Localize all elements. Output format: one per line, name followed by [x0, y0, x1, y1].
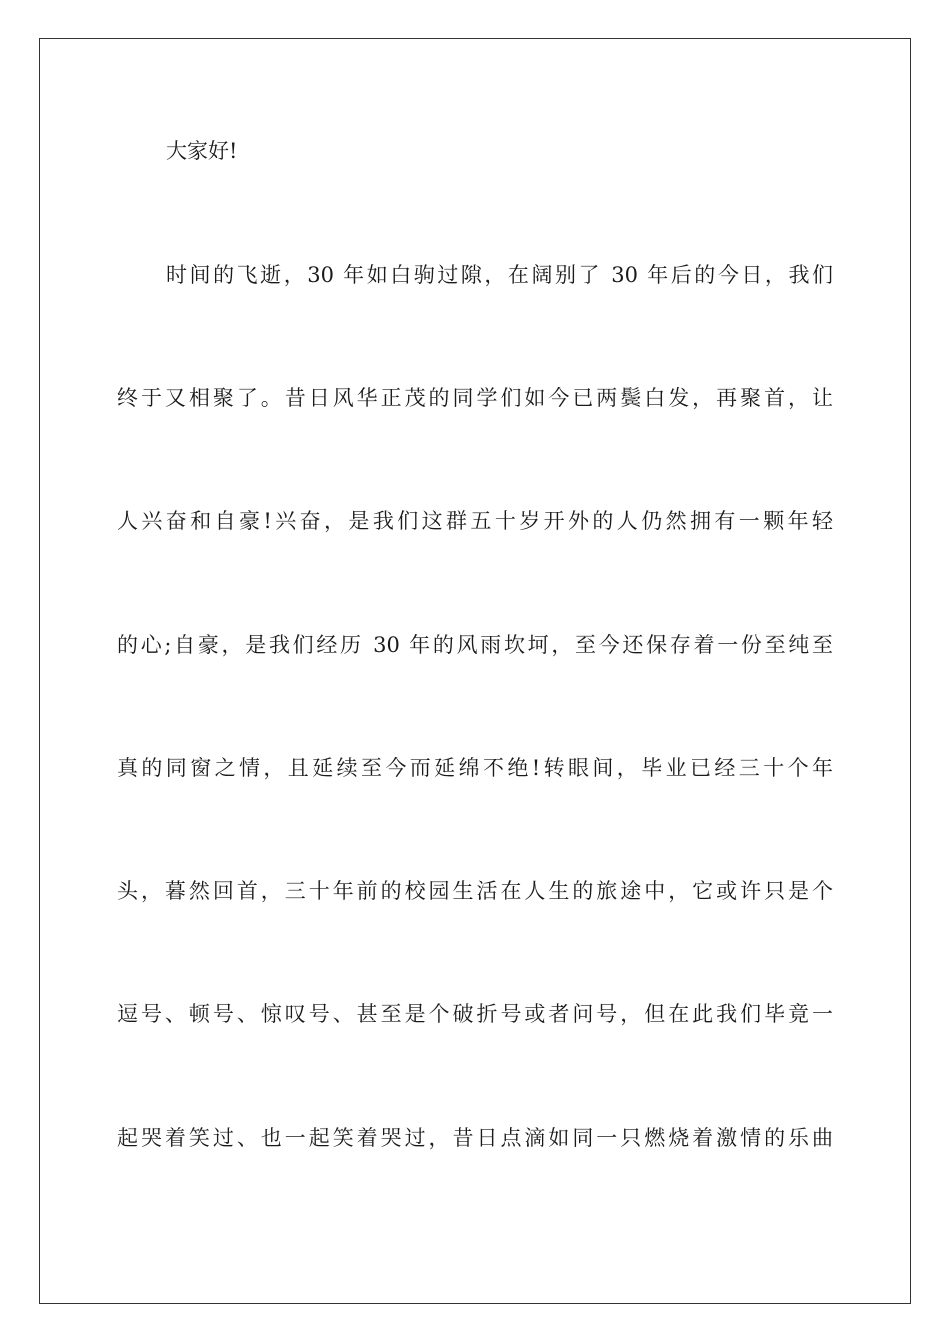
paragraph-line-4: 的心;自豪，是我们经历 30 年的风雨坎坷，至今还保存着一份至纯至: [117, 633, 833, 657]
paragraph-line-8: 起哭着笑过、也一起笑着哭过，昔日点滴如同一只燃烧着激情的乐曲: [117, 1126, 833, 1150]
paragraph-line-5: 真的同窗之情，且延续至今而延绵不绝!转眼间，毕业已经三十个年: [117, 756, 833, 780]
paragraph-line-3: 人兴奋和自豪!兴奋，是我们这群五十岁开外的人仍然拥有一颗年轻: [117, 509, 833, 533]
page-border: [39, 38, 911, 1304]
greeting-line: 大家好!: [166, 139, 238, 163]
paragraph-line-2: 终于又相聚了。昔日风华正茂的同学们如今已两鬓白发，再聚首，让: [117, 386, 833, 410]
paragraph-line-7: 逗号、顿号、惊叹号、甚至是个破折号或者问号，但在此我们毕竟一: [117, 1002, 833, 1026]
paragraph-line-1: 时间的飞逝，30 年如白驹过隙，在阔别了 30 年后的今日，我们: [166, 263, 833, 287]
paragraph-line-6: 头，暮然回首，三十年前的校园生活在人生的旅途中，它或许只是个: [117, 879, 833, 903]
